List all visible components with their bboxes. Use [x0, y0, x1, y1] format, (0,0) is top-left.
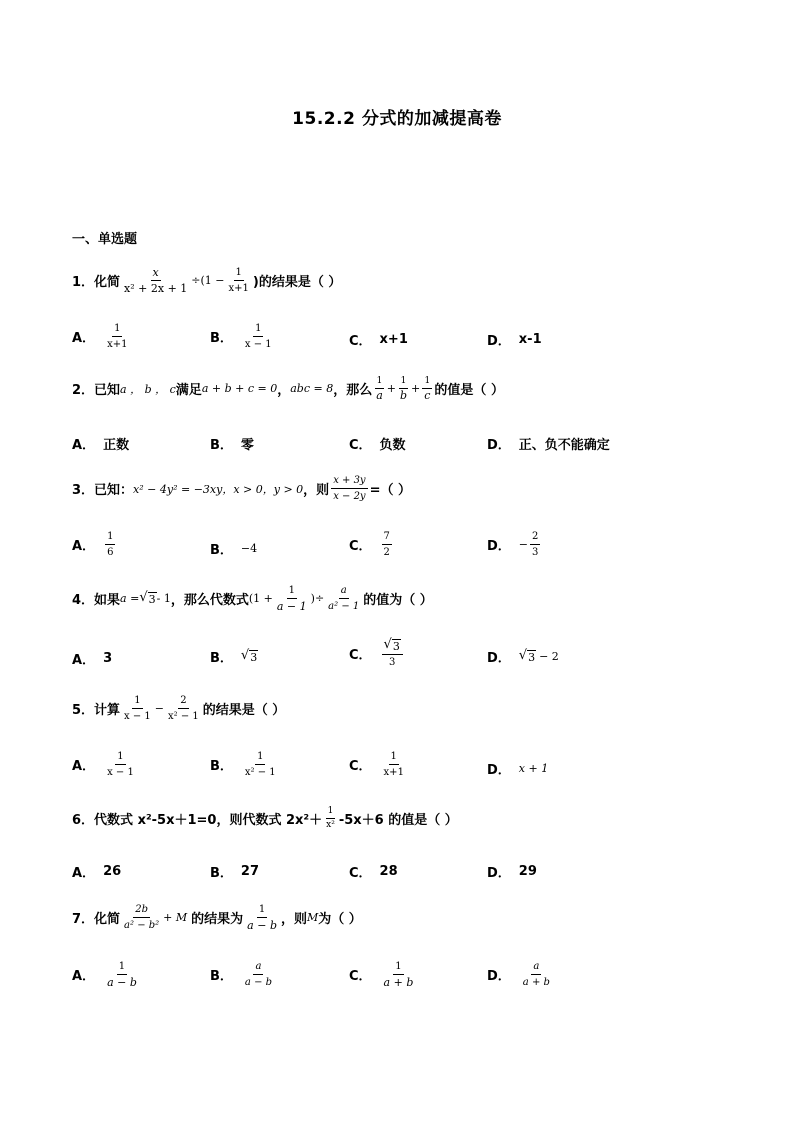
q1-prefix: 1．化简 — [72, 275, 121, 290]
question-2-stem: 2．已知 a ， b ， c 满足 a + b + c = 0 ， abc = 8 ，那么 $\frac{1}{a}$ + $\frac{1}{b}$ + $\frac{1}{c}$ 的值是（ ） — [72, 376, 504, 402]
radical-sign-icon: √ — [139, 590, 148, 605]
q3-option-c[interactable]: C． $\frac{7}{2}$ — [349, 531, 390, 558]
q5-option-c[interactable]: C． $\frac{1}{x+1}$ — [349, 751, 404, 778]
q4-option-b[interactable]: B． √ 3 — [210, 648, 258, 666]
q5-option-b[interactable]: B． $\frac{1}{\text{x² − 1}}$ — [210, 751, 276, 778]
q7-option-d[interactable]: D． $\frac{a}{a + b}$ — [487, 961, 550, 988]
question-5-stem: 5．计算 $\frac{1}{x - 1}$ − $\frac{2}{\text{x² − 1}}$ 的结果是（ ） — [72, 695, 286, 722]
q7-option-c[interactable]: C． $\frac{1}{a + b}$ — [349, 961, 414, 989]
q6-option-d[interactable]: D． 29 — [487, 864, 537, 881]
question-3-stem: 3．已知： x² − 4y² = −3xy，x > 0，y > 0 ，则 $\frac{x + 3y}{x - 2y}$ =（ ） — [72, 475, 411, 502]
q3-option-d[interactable]: D． − $\frac{2}{3}$ — [487, 531, 539, 558]
q6-option-a[interactable]: A． 26 — [72, 864, 122, 881]
q7-fraction-2: $\frac{1}{a - b}$ — [247, 904, 277, 932]
q3-fraction: $\frac{x + 3y}{x - 2y}$ — [333, 475, 366, 502]
q2-option-d[interactable]: D． 正、负不能确定 — [487, 438, 610, 453]
radical-sign-icon: √ — [383, 637, 392, 652]
q2-option-a[interactable]: A． 正数 — [72, 438, 130, 453]
q5-option-d[interactable]: D． x + 1 — [487, 762, 549, 778]
question-1-stem — [72, 266, 341, 295]
q2-fraction-a: $\frac{1}{a}$ — [376, 376, 383, 402]
q4-option-c[interactable]: C． √ 3 3 — [349, 638, 405, 669]
q2-option-c[interactable]: C． 负数 — [349, 438, 406, 453]
question-6-stem: 6．代数式 x²-5x＋1=0，则代数式 2x²＋ $\frac{1}{\text{x²}}$ -5x＋6 的值是（ ） — [72, 806, 458, 830]
q2-option-b[interactable]: B． 零 — [210, 438, 254, 453]
q1-mid: ÷(1 − — [191, 274, 225, 287]
q3-condition: x² − 4y² = −3xy，x > 0，y > 0 — [133, 482, 304, 496]
q5-fraction-1: $\frac{1}{x - 1}$ — [124, 695, 151, 722]
q3-option-b[interactable]: B． −4 — [210, 542, 258, 558]
q5-fraction-2: $\frac{2}{\text{x² − 1}}$ — [168, 695, 199, 722]
q5-option-a[interactable]: A． $\frac{1}{x - 1}$ — [72, 751, 134, 778]
q7-option-a[interactable]: A． $\frac{1}{a - b}$ — [72, 961, 137, 989]
q4-sqrt: √ 3 — [139, 590, 156, 606]
q2-equation-2: abc = 8 — [290, 382, 334, 395]
question-4-stem: 4．如果 a = √ 3 - 1 ，那么代数式 (1 + $\frac{1}{a - 1}$ )÷ $\frac{a}{\text{a² − 1}}$ 的值为（ ） — [72, 585, 433, 613]
q1-fraction-2: $\frac{1}{x+1}$ — [228, 267, 249, 294]
question-7-stem: 7．化简 $\frac{2b}{\text{a² − b²}}$ + M 的结果为 $\frac{1}{a - b}$ ，则 M 为（ ） — [72, 904, 362, 932]
q6-option-c[interactable]: C． 28 — [349, 864, 398, 881]
q2-equation-1: a + b + c = 0 — [201, 382, 278, 395]
q4-option-d[interactable]: D． √ 3 − 2 — [487, 648, 559, 666]
q4-fraction-2: $\frac{a}{\text{a² − 1}}$ — [328, 585, 360, 612]
radical-sign-icon: √ — [518, 648, 528, 663]
page-title: 15.2.2 分式的加减提高卷 — [292, 109, 502, 129]
q7-fraction-1: $\frac{2b}{\text{a² − b²}}$ — [124, 904, 160, 931]
q1-suffix: )的结果是（ ） — [252, 275, 342, 290]
q4-option-a[interactable]: A． 3 — [72, 651, 113, 668]
q7-option-b[interactable]: B． $\frac{a}{a - b}$ — [210, 961, 273, 988]
radical-sign-icon: √ — [240, 648, 250, 663]
q3-option-a[interactable]: A． $\frac{1}{6}$ — [72, 531, 114, 558]
section-heading: 一、单选题 — [72, 232, 138, 247]
q1-option-d[interactable]: D． x-1 — [487, 332, 542, 349]
q6-option-b[interactable]: B． 27 — [210, 864, 260, 881]
q2-fraction-b: $\frac{1}{b}$ — [399, 376, 408, 402]
q2-fraction-c: $\frac{1}{c}$ — [424, 376, 431, 402]
q1-fraction-1: $\frac{x}{\text{x² + 2x + 1}}$ — [124, 266, 188, 295]
q1-option-b[interactable]: B． $\frac{1}{x - 1}$ — [210, 323, 272, 350]
q4-fraction-1: $\frac{1}{a - 1}$ — [276, 585, 307, 613]
q1-option-c[interactable]: C． x+1 — [349, 332, 408, 349]
q6-fraction: $\frac{1}{\text{x²}}$ — [326, 806, 335, 830]
q2-vars: a ， b ， c — [120, 382, 176, 396]
q1-option-a[interactable]: A． $\frac{1}{x+1}$ — [72, 323, 128, 350]
